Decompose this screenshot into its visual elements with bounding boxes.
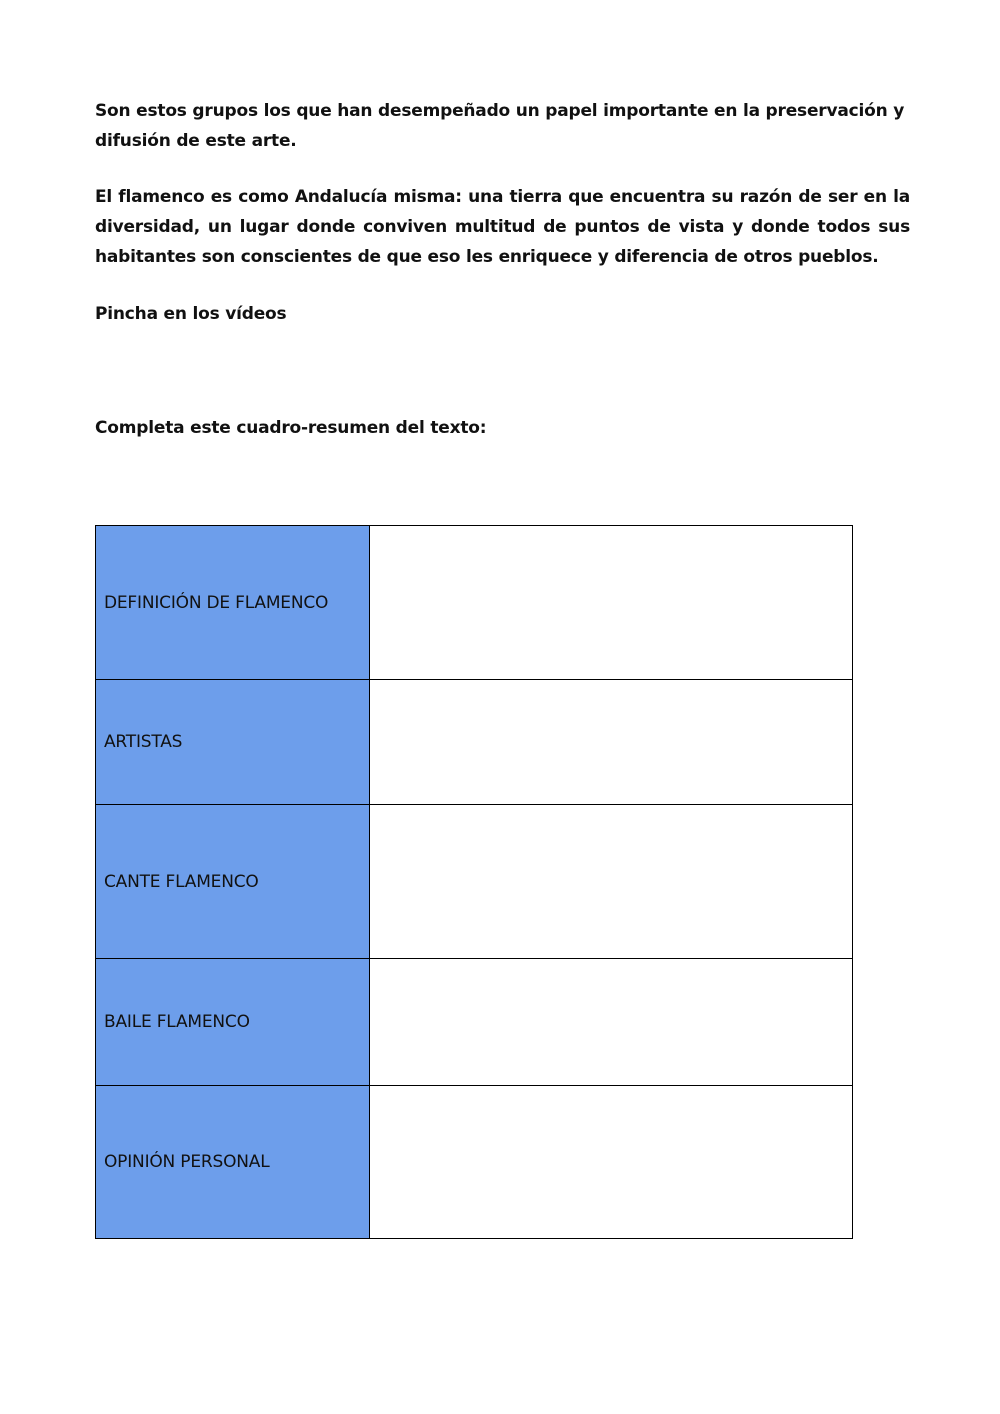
answer-cell-opinion[interactable] bbox=[370, 1086, 853, 1239]
answer-cell-baile[interactable] bbox=[370, 959, 853, 1086]
paragraph-andalucia: El flamenco es como Andalucía misma: una tierra que encuentra su razón de ser en la diversidad, un lugar donde conviven multitud de puntos de vista y donde todos sus habitantes son conscientes de que eso les enriquece y diferencia de otros pueblos. bbox=[95, 187, 910, 267]
summary-table bbox=[95, 525, 853, 1239]
row-label-artistas: ARTISTAS bbox=[96, 680, 370, 805]
answer-cell-cante[interactable] bbox=[370, 805, 853, 959]
paragraph-videos-instruction: Pincha en los vídeos bbox=[95, 304, 287, 324]
answer-input-baile[interactable] bbox=[370, 995, 852, 1049]
answer-cell-artistas[interactable] bbox=[370, 680, 853, 805]
row-label-cante: CANTE FLAMENCO bbox=[96, 805, 370, 959]
answer-cell-definicion[interactable] bbox=[370, 526, 853, 680]
table-row bbox=[96, 805, 853, 959]
row-label-baile: BAILE FLAMENCO bbox=[96, 959, 370, 1086]
row-label-definicion: DEFINICIÓN DE FLAMENCO bbox=[96, 526, 370, 680]
answer-input-artistas[interactable] bbox=[370, 715, 852, 769]
table-row bbox=[96, 959, 853, 1086]
answer-input-cante[interactable] bbox=[370, 855, 852, 909]
answer-input-opinion[interactable] bbox=[370, 1135, 852, 1189]
answer-input-definicion[interactable] bbox=[370, 576, 852, 630]
paragraph-preservation: Son estos grupos los que han desempeñado un papel importante en la preservación y difusión de este arte. bbox=[95, 101, 905, 151]
table-row bbox=[96, 526, 853, 680]
table-row bbox=[96, 680, 853, 805]
paragraph-table-instruction: Completa este cuadro-resumen del texto: bbox=[95, 418, 487, 438]
table-row bbox=[96, 1086, 853, 1239]
row-label-opinion: OPINIÓN PERSONAL bbox=[96, 1086, 370, 1239]
